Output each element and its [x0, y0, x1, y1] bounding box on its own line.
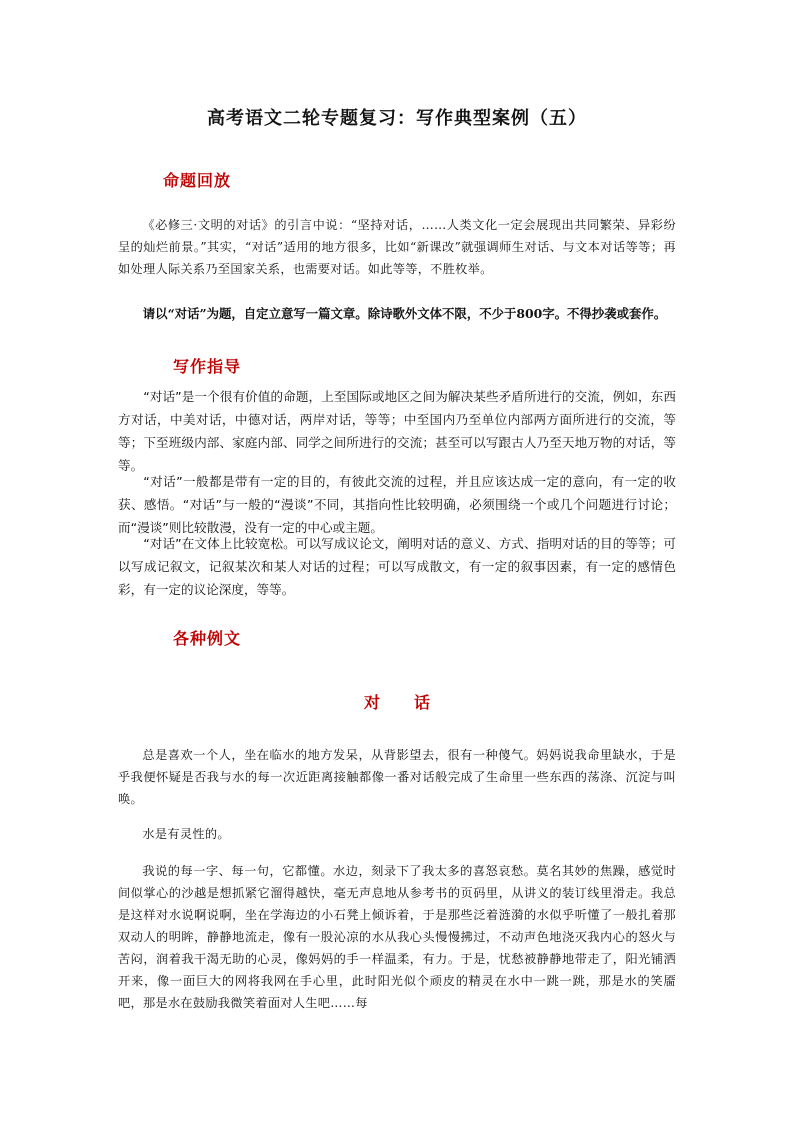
essay-title: 对话	[363, 693, 464, 712]
writing-task: 请以“对话”为题，自定立意写一篇文章。除诗歌外文体不限，不少于800字。不得抄袭或套作。	[142, 306, 667, 321]
section-heading-guide: 写作指导	[173, 357, 242, 376]
section-heading-examples: 各种例文	[173, 629, 242, 648]
essay-paragraph-3: 我说的每一字、每一句，它都懂。水边，刻录下了我太多的喜怒哀愁。莫名其妙的焦躁，感觉时间似掌心的沙越是想抓紧它溜得越快，毫无声息地从参考书的页码里，从讲义的装订线里滑走。我总是这样对水说啊说啊，坐在学海边的小石凳上倾诉着，于是那些泛着涟漪的水似乎听懂了一般扎着那双动人的明眸，静静地流走，像有一股沁凉的水从我心头慢慢拂过，不动声色地浇灭我内心的怒火与苦闷，润着我干渴无助的心灵，像妈妈的手一样温柔，有力。于是，忧愁被静静地带走了，阳光铺洒开来，像一面巨大的网将我网在手心里，此时阳光似个顽皮的精灵在水中一跳一跳，那是水的笑靥吧，那是水在鼓励我微笑着面对人生吧……每	[118, 864, 676, 1010]
essay-paragraph-2: 水是有灵性的。	[142, 827, 230, 841]
guide-paragraph-3: “对话”在文体上比较宽松。可以写成议论文，阐明对话的意义、方式、指明对话的目的等等；可以写成记叙文，记叙某次和某人对话的过程；可以写成散文，有一定的叙事因素，有一定的感情色彩，有一定的议论深度，等等。	[118, 536, 676, 597]
essay-paragraph-1: 总是喜欢一个人，坐在临水的地方发呆，从背影望去，很有一种傻气。妈妈说我命里缺水，于是乎我便怀疑是否我与水的每一次近距离接触都像一番对话般完成了生命里一些东西的荡涤、沉淀与叫唤。	[118, 748, 676, 806]
section-heading-prompt: 命题回放	[163, 171, 232, 190]
prompt-paragraph: 《必修三·文明的对话》的引言中说：“坚持对话，……人类文化一定会展现出共同繁荣、异彩纷呈的灿烂前景。”其实，“对话”适用的地方很多，比如“新课改”就强调师生对话、与文本对话等等；再如处理人际关系乃至国家关系，也需要对话。如此等等，不胜枚举。	[118, 218, 676, 276]
guide-paragraph-1: “对话”是一个很有价值的命题，上至国际或地区之间为解决某些矛盾所进行的交流，例如，东西方对话，中美对话，中德对话，两岸对话，等等；中至国内乃至单位内部两方面所进行的交流，等等；下至班级内部、家庭内部、同学之间所进行的交流；甚至可以写跟古人乃至天地万物的对话，等等。	[118, 389, 676, 473]
guide-paragraph-2: “对话”一般都是带有一定的目的，有彼此交流的过程，并且应该达成一定的意向，有一定的收获、感悟。“对话”与一般的“漫谈”不同，其指向性比较明确，必须围绕一个或几个问题进行讨论；而“漫谈”则比较散漫，没有一定的中心或主题。	[118, 474, 676, 535]
document-title: 高考语文二轮专题复习：写作典型案例（五）	[207, 108, 587, 129]
